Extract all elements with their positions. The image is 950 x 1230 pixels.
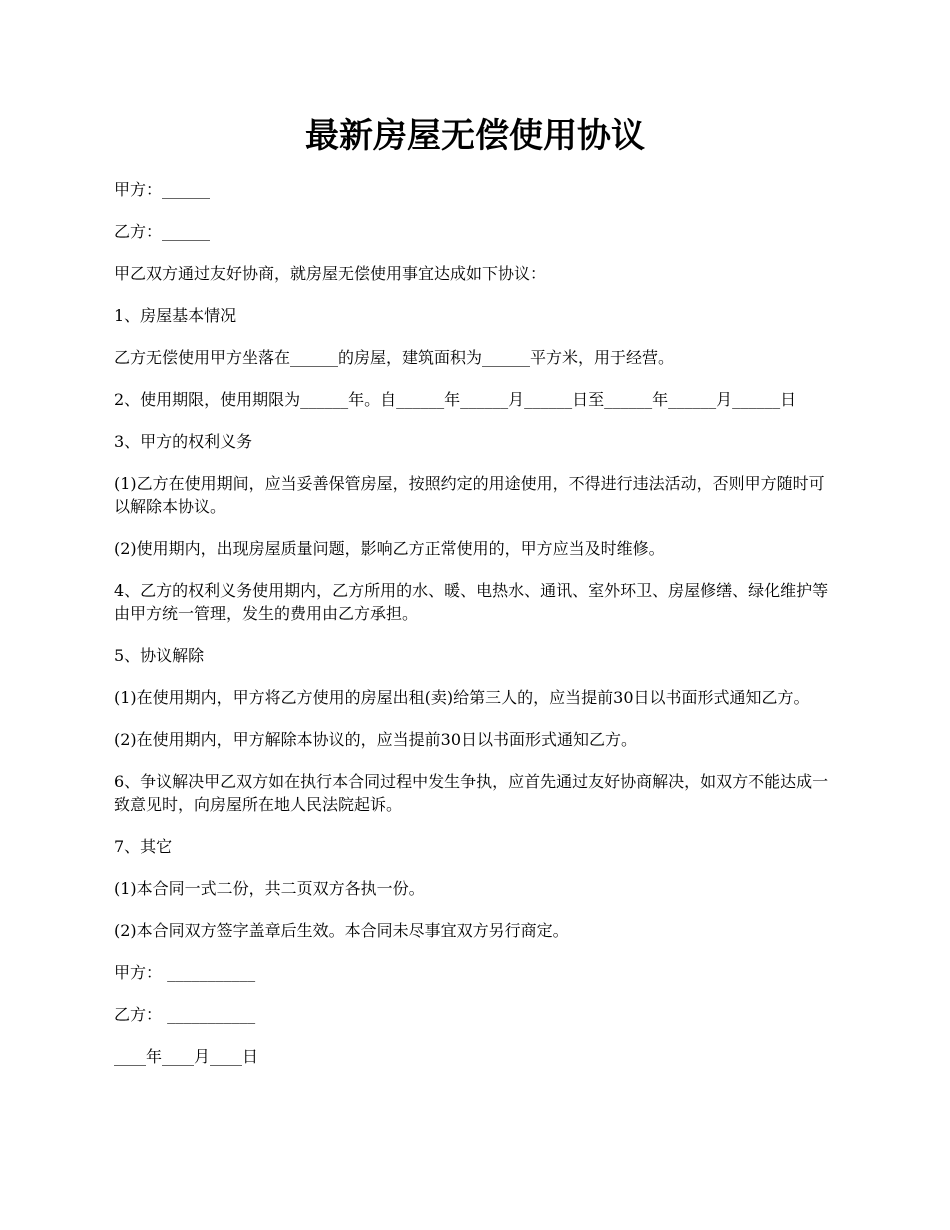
party-b-line: 乙方：______ xyxy=(114,222,211,241)
section-5-item-1: (1)在使用期内，甲方将乙方使用的房屋出租(卖)给第三人的，应当提前30日以书面形式通知乙方。 xyxy=(114,688,810,707)
section-heading-1: 1、房屋基本情况 xyxy=(114,306,237,325)
section-heading-5: 5、协议解除 xyxy=(114,646,205,665)
section-3-item-2: (2)使用期内，出现房屋质量问题，影响乙方正常使用的，甲方应当及时维修。 xyxy=(114,539,665,558)
signature-party-b: 乙方： ___________ xyxy=(114,1005,256,1024)
section-4-text: 4、乙方的权利义务使用期内，乙方所用的水、暖、电热水、通讯、室外环卫、房屋修缮、绿化维护等由甲方统一管理，发生的费用由乙方承担。 xyxy=(114,581,829,623)
intro-paragraph: 甲乙双方通过友好协商，就房屋无偿使用事宜达成如下协议： xyxy=(114,264,547,283)
signature-party-a: 甲方： ___________ xyxy=(114,963,256,982)
section-heading-3: 3、甲方的权利义务 xyxy=(114,432,253,451)
document-title: 最新房屋无偿使用协议 xyxy=(305,116,645,156)
document-body xyxy=(114,178,836,1087)
section-5-item-2: (2)在使用期内，甲方解除本协议的，应当提前30日以书面形式通知乙方。 xyxy=(114,730,638,749)
section-heading-7: 7、其它 xyxy=(114,837,173,856)
section-6-text: 6、争议解决甲乙双方如在执行本合同过程中发生争执，应首先通过友好协商解决，如双方不能达成一致意见时，向房屋所在地人民法院起诉。 xyxy=(114,772,829,814)
section-1-text: 乙方无偿使用甲方坐落在______的房屋，建筑面积为______平方米，用于经营。 xyxy=(114,348,675,367)
section-7-item-1: (1)本合同一式二份，共二页双方各执一份。 xyxy=(114,879,425,898)
section-2-text: 2、使用期限，使用期限为______年。自______年______月______日至______年______月______日 xyxy=(114,390,797,409)
section-3-item-1: (1)乙方在使用期间，应当妥善保管房屋，按照约定的用途使用，不得进行违法活动，否则甲方随时可以解除本协议。 xyxy=(114,474,825,516)
signature-date: ____年____月____日 xyxy=(114,1047,259,1066)
party-a-line: 甲方：______ xyxy=(114,180,211,199)
section-7-item-2: (2)本合同双方签字盖章后生效。本合同未尽事宜双方另行商定。 xyxy=(114,921,569,940)
